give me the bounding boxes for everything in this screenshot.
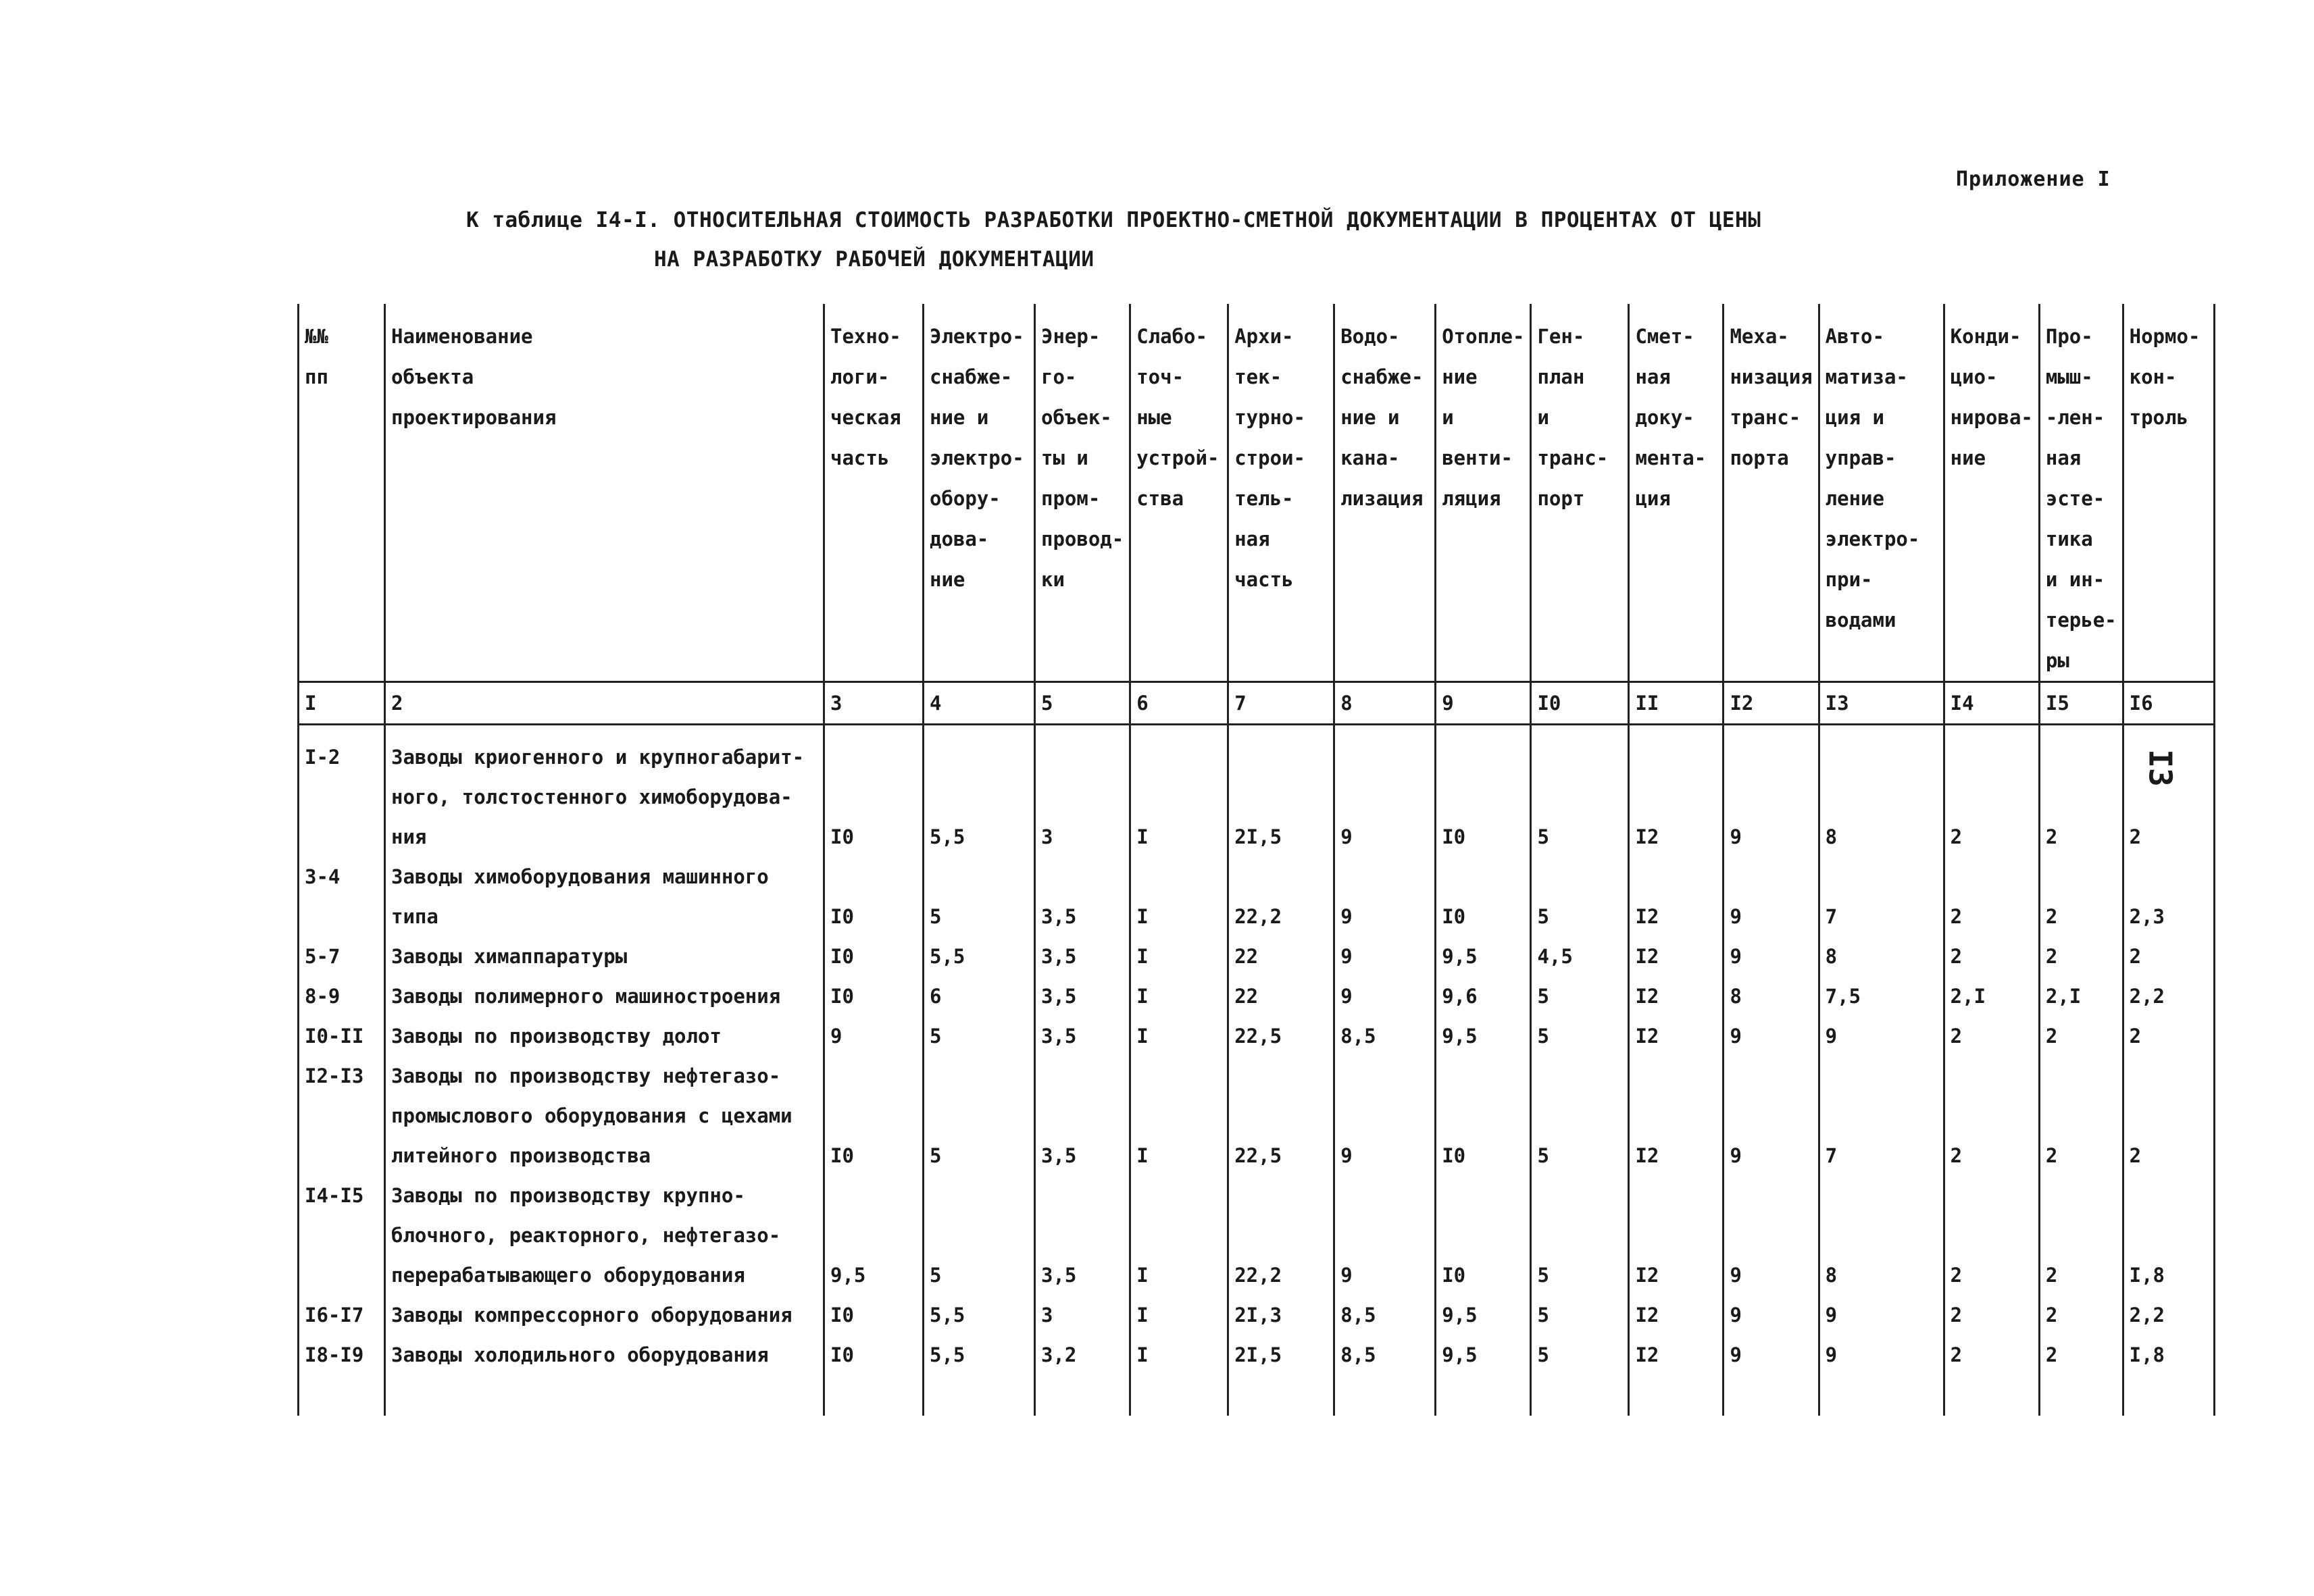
value-cell: 2I,3	[1228, 1295, 1334, 1335]
header-row	[299, 304, 2215, 682]
value-cell: 9	[1334, 1056, 1436, 1176]
value-cell: 2	[2039, 937, 2123, 977]
value-cell: I2	[1629, 1176, 1724, 1295]
column-number: 6	[1130, 682, 1228, 725]
value-cell: 8	[1724, 977, 1819, 1016]
value-cell: 22,2	[1228, 1176, 1334, 1295]
value-cell: 9,5	[1436, 1295, 1531, 1335]
value-cell: 22	[1228, 977, 1334, 1016]
value-cell: 9	[1724, 857, 1819, 937]
table-title-line-1: К таблице I4-I. ОТНОСИТЕЛЬНАЯ СТОИМОСТЬ РАЗРАБОТКИ ПРОЕКТНО-СМЕТНОЙ ДОКУМЕНТАЦИИ В ПРОЦЕНТАХ ОТ ЦЕНЫ	[466, 208, 1761, 232]
column-number: I3	[1819, 682, 1944, 725]
table-row	[299, 725, 2215, 858]
value-cell: 2,I	[2039, 977, 2123, 1016]
value-cell: I0	[1436, 725, 1531, 858]
value-cell: I	[1130, 1295, 1228, 1335]
column-number: I4	[1944, 682, 2039, 725]
column-number: I	[299, 682, 385, 725]
value-cell: 5	[1531, 1056, 1629, 1176]
value-cell: I0	[1436, 1056, 1531, 1176]
value-cell: I0	[824, 857, 924, 937]
value-cell: 5	[1531, 977, 1629, 1016]
value-cell: 9	[1724, 1176, 1819, 1295]
value-cell: 8	[1819, 937, 1944, 977]
cost-table	[297, 304, 2215, 1416]
column-number: 4	[924, 682, 1035, 725]
value-cell: 2	[2039, 857, 2123, 937]
column-number: I5	[2039, 682, 2123, 725]
value-cell: 9,5	[1436, 1335, 1531, 1416]
table-row	[299, 1295, 2215, 1335]
row-number-cell: 5-7	[299, 937, 385, 977]
value-cell: I0	[824, 725, 924, 858]
value-cell: 2	[1944, 1176, 2039, 1295]
value-cell: 2,2	[2123, 977, 2214, 1016]
header-cell: Ген- план и транс- порт	[1531, 304, 1629, 682]
object-name-cell: Заводы компрессорного оборудования	[385, 1295, 824, 1335]
value-cell: 9	[1819, 1016, 1944, 1056]
value-cell: 9	[1724, 1335, 1819, 1416]
value-cell: 5	[924, 857, 1035, 937]
value-cell: 5	[1531, 725, 1629, 858]
object-name-cell: Заводы криогенного и крупногабарит- ного, толстостенного химоборудова- ния	[385, 725, 824, 858]
value-cell: 9	[1819, 1295, 1944, 1335]
value-cell: 7	[1819, 857, 1944, 937]
value-cell: 2	[1944, 857, 2039, 937]
value-cell: 9	[1334, 937, 1436, 977]
value-cell: 5	[1531, 1016, 1629, 1056]
table-row	[299, 1176, 2215, 1295]
table-body	[299, 725, 2215, 1416]
value-cell: 2	[2123, 725, 2214, 858]
value-cell: 2	[1944, 725, 2039, 858]
value-cell: 3,5	[1035, 937, 1130, 977]
column-number: 5	[1035, 682, 1130, 725]
value-cell: I0	[1436, 857, 1531, 937]
value-cell: 22	[1228, 937, 1334, 977]
value-cell: 5	[924, 1176, 1035, 1295]
object-name-cell: Заводы по производству крупно- блочного, реакторного, нефтегазо- перерабатывающего оборудования	[385, 1176, 824, 1295]
header-cell: Водо- снабже- ние и кана- лизация	[1334, 304, 1436, 682]
value-cell: I2	[1629, 1295, 1724, 1335]
row-number-cell: I8-I9	[299, 1335, 385, 1416]
column-number: 8	[1334, 682, 1436, 725]
value-cell: 7,5	[1819, 977, 1944, 1016]
value-cell: 9	[1334, 857, 1436, 937]
value-cell: 2	[1944, 1016, 2039, 1056]
value-cell: 3	[1035, 1295, 1130, 1335]
table-row	[299, 857, 2215, 937]
value-cell: 4,5	[1531, 937, 1629, 977]
header-cell: Электро- снабже- ние и электро- обору- дова- ние	[924, 304, 1035, 682]
header-cell: Архи- тек- турно- строи- тель- ная часть	[1228, 304, 1334, 682]
header-cell: Энер- го- объек- ты и пром- провод- ки	[1035, 304, 1130, 682]
value-cell: I2	[1629, 937, 1724, 977]
value-cell: 2I,5	[1228, 1335, 1334, 1416]
value-cell: 3,2	[1035, 1335, 1130, 1416]
value-cell: 5	[1531, 1295, 1629, 1335]
value-cell: I2	[1629, 1056, 1724, 1176]
value-cell: 9	[1334, 1176, 1436, 1295]
value-cell: 3,5	[1035, 1176, 1130, 1295]
value-cell: 5	[924, 1056, 1035, 1176]
value-cell: 2	[2123, 937, 2214, 977]
value-cell: I0	[824, 1295, 924, 1335]
value-cell: 8,5	[1334, 1295, 1436, 1335]
value-cell: I	[1130, 1016, 1228, 1056]
value-cell: I	[1130, 1056, 1228, 1176]
page-number: I3	[2142, 749, 2179, 787]
table-row	[299, 977, 2215, 1016]
value-cell: 9,5	[1436, 1016, 1531, 1056]
value-cell: I	[1130, 1335, 1228, 1416]
row-number-cell: I2-I3	[299, 1056, 385, 1176]
column-number: 2	[385, 682, 824, 725]
value-cell: 9	[1724, 725, 1819, 858]
value-cell: I0	[824, 937, 924, 977]
value-cell: 2,2	[2123, 1295, 2214, 1335]
value-cell: 9	[1334, 977, 1436, 1016]
table-row	[299, 1056, 2215, 1176]
value-cell: 9	[1724, 1016, 1819, 1056]
value-cell: 22,2	[1228, 857, 1334, 937]
object-name-cell: Заводы химаппаратуры	[385, 937, 824, 977]
value-cell: 7	[1819, 1056, 1944, 1176]
value-cell: 3	[1035, 725, 1130, 858]
value-cell: 2	[2039, 1016, 2123, 1056]
column-number: 7	[1228, 682, 1334, 725]
value-cell: 5,5	[924, 1295, 1035, 1335]
row-number-cell: 8-9	[299, 977, 385, 1016]
value-cell: I0	[824, 1056, 924, 1176]
value-cell: I2	[1629, 725, 1724, 858]
value-cell: 2	[2039, 1295, 2123, 1335]
value-cell: I	[1130, 937, 1228, 977]
value-cell: I,8	[2123, 1335, 2214, 1416]
header-cell: Нормо- кон- троль	[2123, 304, 2214, 682]
object-name-cell: Заводы по производству долот	[385, 1016, 824, 1056]
header-cell: Про- мыш- -лен- ная эсте- тика и ин- терье- ры	[2039, 304, 2123, 682]
table-row	[299, 1335, 2215, 1416]
column-number-row	[299, 682, 2215, 725]
row-number-cell: I-2	[299, 725, 385, 858]
value-cell: 5,5	[924, 725, 1035, 858]
header-cell: Слабо- точ- ные устрой- ства	[1130, 304, 1228, 682]
header-cell: Наименование объекта проектирования	[385, 304, 824, 682]
header-cell: Отопле- ние и венти- ляция	[1436, 304, 1531, 682]
value-cell: 5,5	[924, 1335, 1035, 1416]
value-cell: 2	[2123, 1056, 2214, 1176]
value-cell: I0	[824, 977, 924, 1016]
value-cell: 2	[2039, 1056, 2123, 1176]
value-cell: 3,5	[1035, 1056, 1130, 1176]
object-name-cell: Заводы полимерного машиностроения	[385, 977, 824, 1016]
header-cell: Конди- цио- нирова- ние	[1944, 304, 2039, 682]
value-cell: 2	[2039, 1335, 2123, 1416]
value-cell: I2	[1629, 1335, 1724, 1416]
value-cell: I,8	[2123, 1176, 2214, 1295]
value-cell: 22,5	[1228, 1016, 1334, 1056]
value-cell: 9	[1819, 1335, 1944, 1416]
value-cell: I	[1130, 977, 1228, 1016]
value-cell: I	[1130, 725, 1228, 858]
value-cell: 9	[824, 1016, 924, 1056]
table-title-line-2: НА РАЗРАБОТКУ РАБОЧЕЙ ДОКУМЕНТАЦИИ	[654, 247, 1095, 272]
value-cell: 9	[1724, 1056, 1819, 1176]
table-row	[299, 1016, 2215, 1056]
value-cell: 9,6	[1436, 977, 1531, 1016]
column-number: 3	[824, 682, 924, 725]
value-cell: 6	[924, 977, 1035, 1016]
object-name-cell: Заводы холодильного оборудования	[385, 1335, 824, 1416]
value-cell: 3,5	[1035, 1016, 1130, 1056]
value-cell: I0	[824, 1335, 924, 1416]
value-cell: I0	[1436, 1176, 1531, 1295]
object-name-cell: Заводы химоборудования машинного типа	[385, 857, 824, 937]
value-cell: 2	[2123, 1016, 2214, 1056]
column-number: 9	[1436, 682, 1531, 725]
value-cell: 2	[1944, 1056, 2039, 1176]
value-cell: 2	[1944, 1295, 2039, 1335]
value-cell: 8	[1819, 725, 1944, 858]
value-cell: 5,5	[924, 937, 1035, 977]
appendix-label: Приложение I	[1956, 168, 2111, 191]
value-cell: 9	[1334, 725, 1436, 858]
value-cell: 8,5	[1334, 1016, 1436, 1056]
value-cell: 8,5	[1334, 1335, 1436, 1416]
value-cell: 2	[2039, 1176, 2123, 1295]
value-cell: 9	[1724, 1295, 1819, 1335]
value-cell: I	[1130, 857, 1228, 937]
value-cell: 5	[924, 1016, 1035, 1056]
value-cell: 2,I	[1944, 977, 2039, 1016]
value-cell: 9	[1724, 937, 1819, 977]
column-number: I0	[1531, 682, 1629, 725]
value-cell: 3,5	[1035, 977, 1130, 1016]
value-cell: I2	[1629, 1016, 1724, 1056]
object-name-cell: Заводы по производству нефтегазо- промыслового оборудования с цехами литейного производства	[385, 1056, 824, 1176]
table-row	[299, 937, 2215, 977]
row-number-cell: I6-I7	[299, 1295, 385, 1335]
value-cell: I2	[1629, 977, 1724, 1016]
value-cell: 22,5	[1228, 1056, 1334, 1176]
value-cell: 5	[1531, 1176, 1629, 1295]
header-cell: Техно- логи- ческая часть	[824, 304, 924, 682]
value-cell: 2,3	[2123, 857, 2214, 937]
value-cell: 2	[1944, 937, 2039, 977]
value-cell: I2	[1629, 857, 1724, 937]
value-cell: 9,5	[824, 1176, 924, 1295]
value-cell: 5	[1531, 1335, 1629, 1416]
column-number: II	[1629, 682, 1724, 725]
header-cell: Смет- ная доку- мента- ция	[1629, 304, 1724, 682]
value-cell: 5	[1531, 857, 1629, 937]
header-cell: Меха- низация транс- порта	[1724, 304, 1819, 682]
row-number-cell: I4-I5	[299, 1176, 385, 1295]
row-number-cell: I0-II	[299, 1016, 385, 1056]
header-cell: №№ пп	[299, 304, 385, 682]
value-cell: 2	[1944, 1335, 2039, 1416]
column-number: I2	[1724, 682, 1819, 725]
value-cell: 9,5	[1436, 937, 1531, 977]
header-cell: Авто- матиза- ция и управ- ление электро- при- водами	[1819, 304, 1944, 682]
column-number: I6	[2123, 682, 2214, 725]
value-cell: 3,5	[1035, 857, 1130, 937]
value-cell: 2I,5	[1228, 725, 1334, 858]
value-cell: I	[1130, 1176, 1228, 1295]
row-number-cell: 3-4	[299, 857, 385, 937]
value-cell: 2	[2039, 725, 2123, 858]
value-cell: 8	[1819, 1176, 1944, 1295]
